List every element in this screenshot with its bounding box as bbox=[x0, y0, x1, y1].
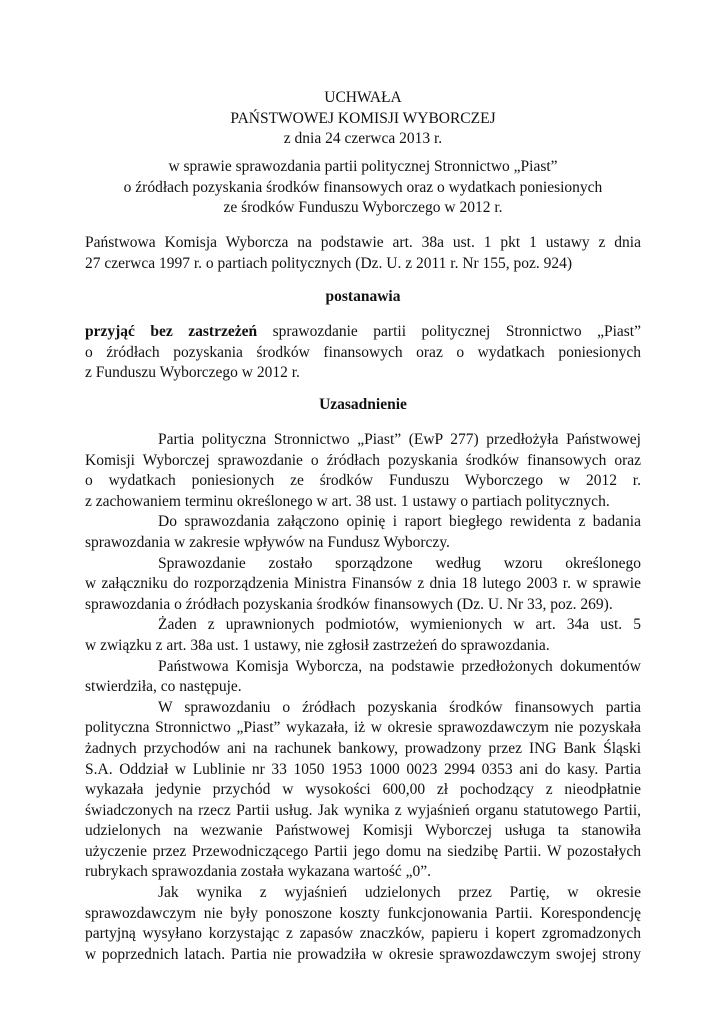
paragraph-line: świadczonych na rzecz Partii usług. Jak wynika z wyjaśnień organu statutowego Partii, bbox=[85, 801, 641, 819]
decision-heading bbox=[85, 287, 641, 308]
decision-line-rest: sprawozdanie partii politycznej Stronnictwo „Piast” bbox=[272, 323, 641, 340]
paragraph-line: wykazała jedynie przychód w wysokości 600,00 zł pochodzący z nieodpłatnie bbox=[85, 781, 641, 799]
subject-line: o źródłach pozyskania środków finansowych oraz o wydatkach poniesionych bbox=[123, 178, 603, 196]
paragraph-line: w związku z art. 38a ust. 1 ustawy, nie zgłosił zastrzeżeń do sprawozdania. bbox=[85, 636, 550, 654]
document-title: UCHWAŁA bbox=[324, 89, 402, 106]
paragraph-line: S.A. Oddział w Lublinie nr 33 1050 1953 1000 0023 2994 0353 ani do kasy. Partia bbox=[85, 760, 641, 778]
paragraph-line: udzielonych na wezwanie Państwowej Komisji Wyborczej usługa ta stanowiła bbox=[85, 822, 641, 840]
preamble bbox=[85, 233, 641, 274]
paragraph-line: Żaden z uprawnionych podmiotów, wymienionych w art. 34a ust. 5 bbox=[158, 616, 641, 634]
resolution-header bbox=[85, 88, 641, 150]
paragraph-line: w poprzednich latach. Partia nie prowadziła w okresie sprawozdawczym swojej strony bbox=[85, 945, 641, 963]
paragraph-line: o wydatkach poniesionych ze środków Funduszu Wyborczego w 2012 r. bbox=[85, 472, 641, 490]
paragraph-line: sprawozdania o źródłach pozyskania środków finansowych (Dz. U. Nr 33, poz. 269). bbox=[85, 595, 613, 613]
paragraph-line: Do sprawozdania załączono opinię i raport biegłego rewidenta z badania bbox=[158, 513, 641, 531]
paragraph-line: sprawozdawczym nie były ponoszone koszty funkcjonowania Partii. Korespondencję bbox=[85, 904, 641, 922]
subject-line: w sprawie sprawozdania partii politycznej Stronnictwo „Piast” bbox=[168, 158, 558, 175]
preamble-line: Państwowa Komisja Wyborcza na podstawie art. 38a ust. 1 pkt 1 ustawy z dnia bbox=[85, 234, 641, 251]
decision-line: z Funduszu Wyborczego w 2012 r. bbox=[85, 364, 300, 382]
paragraph-line: polityczna Stronnictwo „Piast” wykazała, iż w okresie sprawozdawczym nie pozyskała bbox=[85, 719, 641, 737]
paragraph-line: partyjną wysyłano korzystając z zapasów znaczków, papieru i kopert zgromadzonych bbox=[85, 925, 641, 943]
paragraph-line: rubrykach sprawozdania została wykazana wartość „0”. bbox=[85, 863, 432, 881]
paragraph-line: żadnych przychodów ani na rachunek bankowy, prowadzony przez ING Bank Śląski bbox=[85, 739, 641, 757]
paragraph-line: Partia polityczna Stronnictwo „Piast” (EwP 277) przedłożyła Państwowej bbox=[158, 431, 641, 448]
paragraph-line: Komisji Wyborczej sprawozdanie o źródłach pozyskania środków finansowych oraz bbox=[85, 451, 641, 469]
paragraph-line: Jak wynika z wyjaśnień udzielonych przez Partię, w okresie bbox=[158, 884, 641, 902]
decision-heading-text: postanawia bbox=[325, 288, 401, 305]
decision-line: o źródłach pozyskania środków finansowych oraz o wydatkach poniesionych bbox=[85, 343, 641, 361]
paragraph-line: użyczenie przez Przewodniczącego Partii jego domu na siedzibę Partii. W pozostałych bbox=[85, 842, 641, 860]
justification-body bbox=[85, 430, 641, 965]
subject-line: ze środków Funduszu Wyborczego w 2012 r. bbox=[223, 199, 503, 217]
decision-line bbox=[85, 322, 641, 343]
issuing-body: PAŃSTWOWEJ KOMISJI WYBORCZEJ bbox=[230, 109, 496, 127]
resolution-date: z dnia 24 czerwca 2013 r. bbox=[283, 130, 443, 148]
decision-bold: przyjąć bez zastrzeżeń bbox=[85, 323, 258, 340]
paragraph-line: Państwowa Komisja Wyborcza, na podstawie przedłożonych dokumentów bbox=[158, 657, 641, 675]
paragraph-line: w załączniku do rozporządzenia Ministra Finansów z dnia 18 lutego 2003 r. w sprawie bbox=[85, 575, 641, 593]
justification-heading bbox=[85, 395, 641, 416]
justification-heading-text: Uzasadnienie bbox=[319, 396, 407, 413]
resolution-subject bbox=[85, 157, 641, 219]
paragraph-line: Sprawozdanie zostało sporządzone według wzoru określonego bbox=[158, 554, 641, 572]
paragraph-line: stwierdziła, co następuje. bbox=[85, 678, 242, 696]
paragraph-line: W sprawozdaniu o źródłach pozyskania środków finansowych partia bbox=[158, 698, 641, 716]
paragraph-line: z zachowaniem terminu określonego w art. 38 ust. 1 ustawy o partiach politycznych. bbox=[85, 492, 610, 510]
preamble-line: 27 czerwca 1997 r. o partiach politycznych (Dz. U. z 2011 r. Nr 155, poz. 924) bbox=[85, 254, 573, 272]
paragraph-line: sprawozdania w zakresie wpływów na Fundusz Wyborczy. bbox=[85, 533, 450, 551]
decision bbox=[85, 322, 641, 384]
